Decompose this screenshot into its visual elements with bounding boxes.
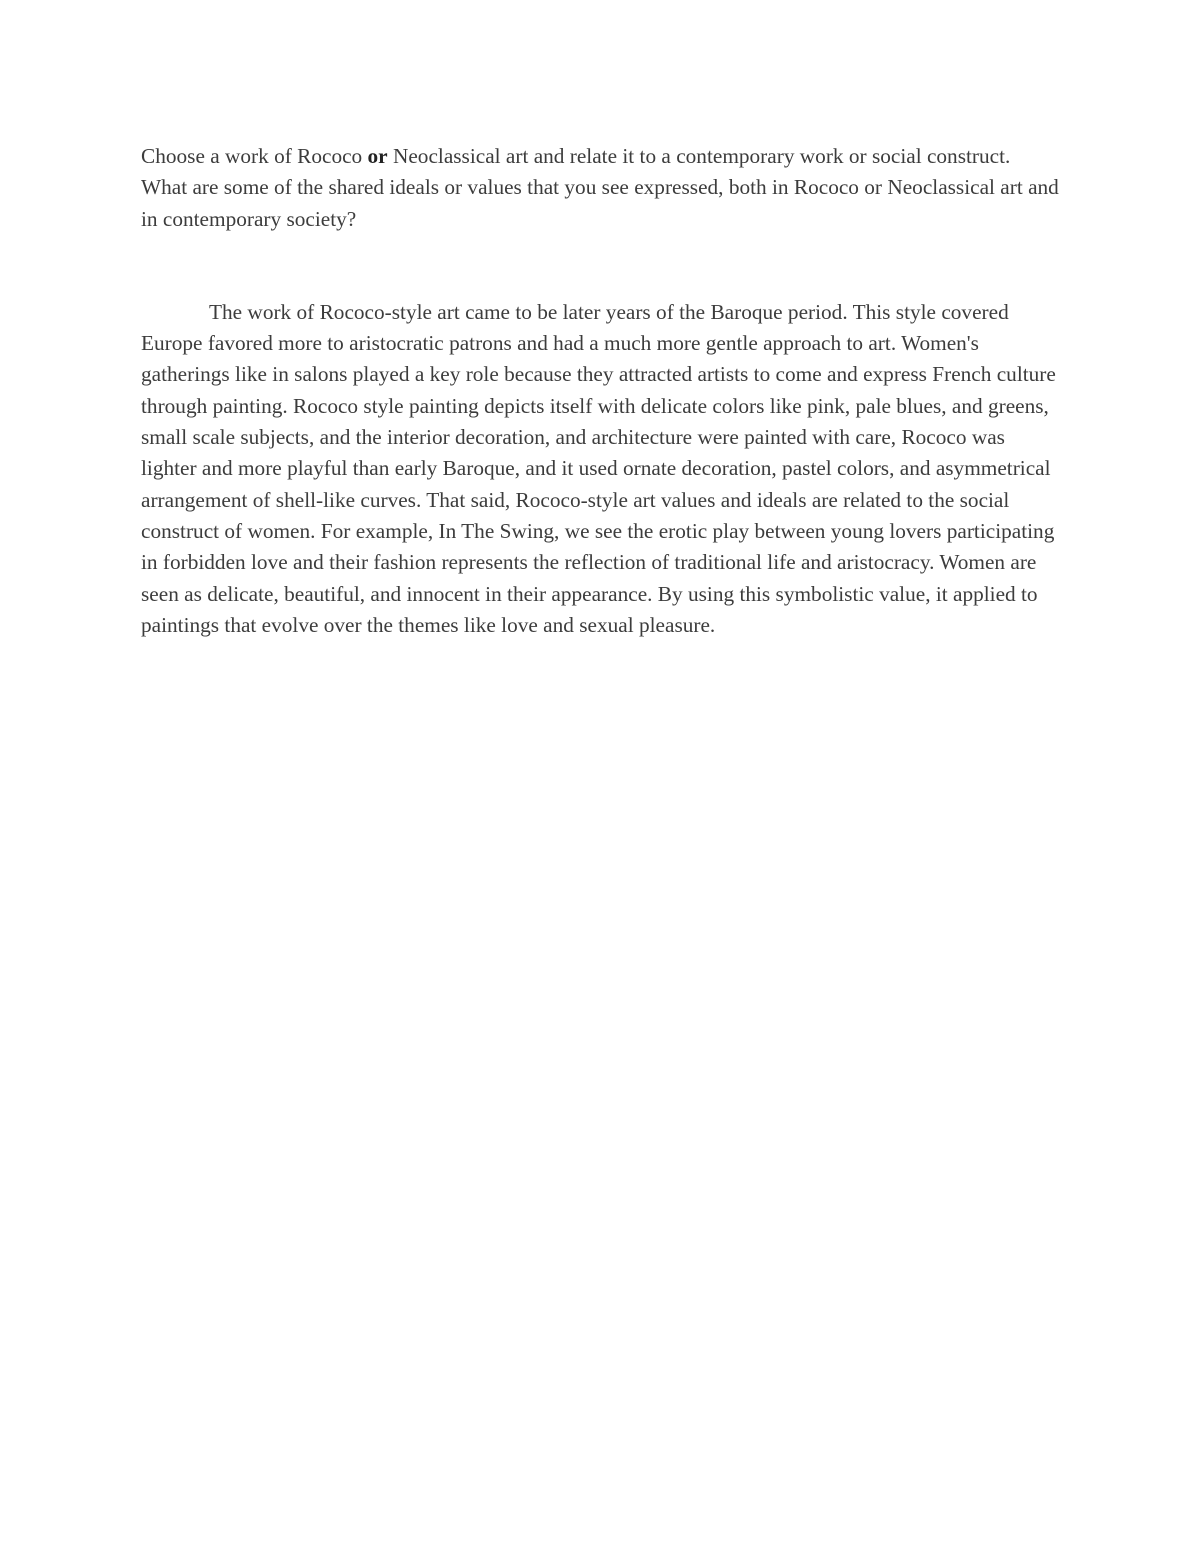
response-paragraph: The work of Rococo-style art came to be later years of the Baroque period. This style covered Europe favored more to aristocratic patrons and had a much more gentle approach to art. Women's gatherings like in salons played a key role because they attracted artists to come and express French culture through painting. Rococo style painting depicts itself with delicate colors like pink, pale blues, and greens, small scale subjects, and the interior decoration, and architecture were painted with care, Rococo was lighter and more playful than early Baroque, and it used ornate decoration, pastel colors, and asymmetrical arrangement of shell-like curves. That said, Rococo-style art values and ideals are related to the social construct of women. For example, In The Swing, we see the erotic play between young lovers participating in forbidden love and their fashion represents the reflection of traditional life and aristocracy. Women are seen as delicate, beautiful, and innocent in their appearance. By using this symbolistic value, it applied to paintings that evolve over the themes like love and sexual pleasure. [141,299,1056,637]
document-body [141,141,1061,641]
prompt-text-end: Neoclassical art and relate it to a contemporary work or social construct. What are some of the shared ideals or values that you see expressed, both in Rococo or Neoclassical art and in contemporary society? [141,144,1059,231]
question-prompt [141,141,1061,235]
prompt-emphasis: or [367,144,388,168]
prompt-text-start: Choose a work of Rococo [141,144,368,168]
